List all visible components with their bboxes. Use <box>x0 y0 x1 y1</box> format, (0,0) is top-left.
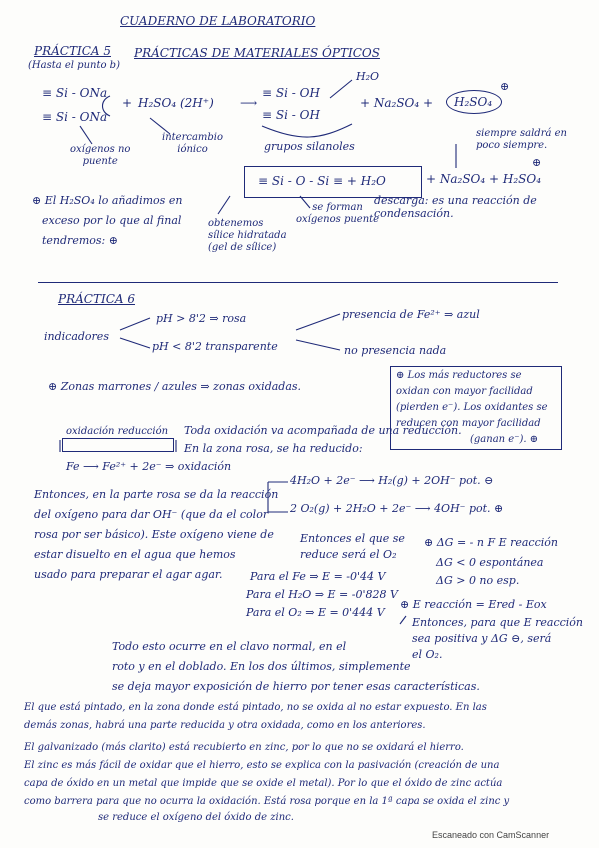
reductores-line-1: ⊕ Los más reductores se <box>396 370 522 381</box>
silanoles-note: grupos silanoles <box>264 140 355 153</box>
todo-line-3: se deja mayor exposición de hierro por tener esas características. <box>112 680 480 693</box>
descarga-note: descarga: es una reacción de condensación. <box>374 194 537 220</box>
note-line-3: tendremos: ⊕ <box>42 234 118 247</box>
practica5-title: PRÁCTICAS DE MATERIALES ÓPTICOS <box>134 46 380 60</box>
entonces-e-3: el O₂. <box>412 648 443 661</box>
entonces-line-2: del oxígeno para dar OH⁻ (que da el color <box>34 508 269 521</box>
fe-presencia: presencia de Fe²⁺ ⇒ azul <box>342 308 480 321</box>
arrow: ⟶ <box>240 96 258 110</box>
h2so4: H₂SO₄ <box>454 95 493 109</box>
plus-circle-icon: ⊕ <box>500 80 510 93</box>
ph-transparente: pH < 8'2 transparente <box>152 340 278 353</box>
main-equation: ≡ Si - O - Si ≡ + H₂O <box>258 174 386 188</box>
ph-rosa: pH > 8'2 ⇒ rosa <box>156 312 247 325</box>
half-reaction-2: 2 O₂(g) + 2H₂O + 2e⁻ ⟶ 4OH⁻ pot. ⊕ <box>290 502 504 515</box>
galvanizado-line-5: se reduce el oxígeno del óxido de zinc. <box>98 812 294 823</box>
fe-equation: Fe ⟶ Fe²⁺ + 2e⁻ ⇒ oxidación <box>66 460 232 473</box>
half-reaction-1: 4H₂O + 2e⁻ ⟶ H₂(g) + 2OH⁻ pot. ⊖ <box>290 474 494 487</box>
siempre-note: siempre saldrá en poco siempre. <box>476 128 567 151</box>
reduce-line-1: Entonces el que se <box>300 532 405 545</box>
acid: H₂SO₄ (2H⁺) <box>138 96 214 110</box>
todo-line-1: Todo esto ocurre en el clavo normal, en el <box>112 640 347 653</box>
obtenemos-note: obtenemos sílice hidratada (gel de sílice) <box>208 218 287 253</box>
plus-2: + Na₂SO₄ + <box>360 96 434 110</box>
ox-red-label: oxidación reducción <box>66 426 169 437</box>
forman-note: se forman oxígenos puente <box>296 202 380 225</box>
practica6-label: PRÁCTICA 6 <box>58 292 135 306</box>
zonas-oxidadas: ⊕ Zonas marrones / azules ⇒ zonas oxidadas. <box>48 380 302 393</box>
entonces-e-1: Entonces, para que E reacción <box>412 616 583 629</box>
potential-o2: Para el O₂ ⇒ E = 0'444 V <box>246 606 385 619</box>
potential-h2o: Para el H₂O ⇒ E = -0'828 V <box>246 588 398 601</box>
reactant-1: ≡ Si - ONa <box>42 86 108 100</box>
potential-fe: Para el Fe ⇒ E = -0'44 V <box>250 570 386 583</box>
oxigenos-note: oxígenos no puente <box>70 144 131 167</box>
pintado-line-1: El que está pintado, en la zona donde está pintado, no se oxida al no estar expuesto. En las <box>24 702 487 713</box>
product-2: ≡ Si - OH <box>262 108 320 122</box>
reductores-line-2: oxidan con mayor facilidad <box>396 386 533 397</box>
galvanizado-line-4: como barrera para que no ocurra la oxidación. Está rosa porque en la 1ª capa se oxida el zinc y <box>24 796 510 807</box>
reductores-line-5: (ganan e⁻). ⊕ <box>470 434 539 445</box>
intercambio-note: intercambio iónico <box>162 132 224 155</box>
pintado-line-2: demás zonas, habrá una parte reducida y otra oxidada, como en los anteriores. <box>24 720 426 731</box>
reactant-2: ≡ Si - ONa <box>42 110 108 124</box>
galvanizado-line-3: capa de óxido en un metal que impide que se oxide el metal). Por lo que el óxido de zinc actúa <box>24 778 503 789</box>
entonces-line-1: Entonces, en la parte rosa se da la reacción <box>34 488 279 501</box>
delta-g-2: ΔG < 0 espontánea <box>436 556 544 569</box>
plus-circle-icon-2: ⊕ <box>532 156 542 169</box>
entonces-line-4: estar disuelto en el agua que hemos <box>34 548 236 561</box>
delta-g-1: ⊕ ΔG = - n F E reacción <box>424 536 558 549</box>
entonces-line-3: rosa por ser básico). Este oxígeno viene de <box>34 528 274 541</box>
reductores-line-3: (pierden e⁻). Los oxidantes se <box>396 402 548 413</box>
h2o-top: H₂O <box>356 70 380 83</box>
reduce-line-2: reduce será el O₂ <box>300 548 397 561</box>
galvanizado-line-2: El zinc es más fácil de oxidar que el hierro, esto se explica con la pasivación (creación de una <box>24 760 500 771</box>
main-equation-products: + Na₂SO₄ + H₂SO₄ <box>426 172 542 186</box>
note-line-1: ⊕ El H₂SO₄ lo añadimos en <box>32 194 183 207</box>
toda-line-2: En la zona rosa, se ha reducido: <box>184 442 363 455</box>
e-reaccion: ⊕ E reacción = Ered - Eox <box>400 598 547 611</box>
entonces-line-5: usado para preparar el agar agar. <box>34 568 223 581</box>
plus-1: + <box>122 96 133 110</box>
delta-g-3: ΔG > 0 no esp. <box>436 574 520 587</box>
scanner-watermark: Escaneado con CamScanner <box>432 830 550 840</box>
fe-no-presencia: no presencia nada <box>344 344 447 357</box>
toda-line-1: Toda oxidación va acompañada de una reducción. <box>184 424 462 437</box>
indicadores-label: indicadores <box>44 330 109 343</box>
practica5-sub: (Hasta el punto b) <box>28 60 120 71</box>
page-title: CUADERNO DE LABORATORIO <box>120 14 316 28</box>
reductores-line-4: reducen con mayor facilidad <box>396 418 541 429</box>
galvanizado-line-1: El galvanizado (más clarito) está recubierto en zinc, por lo que no se oxidará el hierro. <box>24 742 464 753</box>
product-1: ≡ Si - OH <box>262 86 320 100</box>
note-line-2: exceso por lo que al final <box>42 214 182 227</box>
todo-line-2: roto y en el doblado. En los dos últimos, simplemente <box>112 660 411 673</box>
practica5-label: PRÁCTICA 5 <box>34 44 111 58</box>
entonces-e-2: sea positiva y ΔG ⊖, será <box>412 632 552 645</box>
